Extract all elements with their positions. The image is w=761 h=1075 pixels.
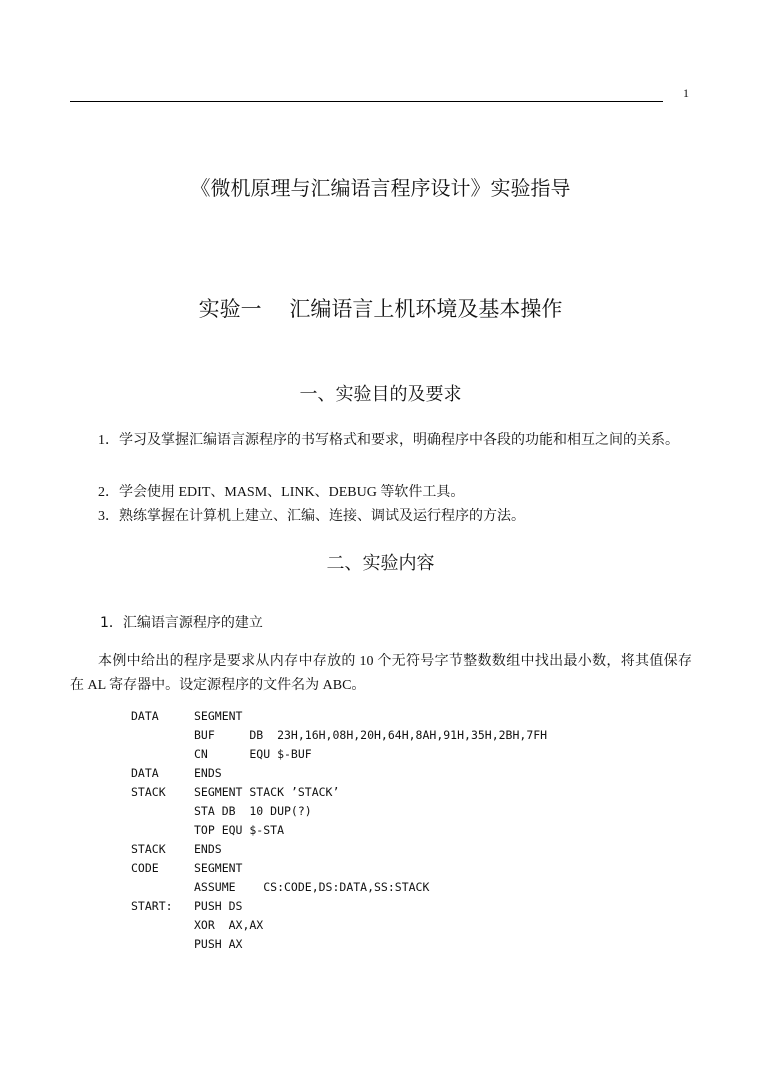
code-label: STACK (131, 842, 166, 856)
code-label: START: (131, 899, 173, 913)
code-label: DATA (131, 709, 159, 723)
section-heading-content: 二、实验内容 (326, 553, 435, 573)
code-instruction: ENDS (194, 766, 222, 780)
requirement-item: 2．学会使用 EDIT、MASM、LINK、DEBUG 等软件工具。 (98, 485, 465, 500)
code-instruction: SEGMENT (194, 709, 243, 723)
requirement-item: 1．学习及掌握汇编语言源程序的书写格式和要求，明确程序中各段的功能和相互之间的关系。 (98, 433, 679, 448)
document-title: 《微机原理与汇编语言程序设计》实验指导 (190, 176, 571, 200)
code-instruction: PUSH AX (194, 937, 243, 951)
intro-paragraph: 本例中给出的程序是要求从内存中存放的 10 个无符号字节整数数组中找出最小数，将其值保存在 AL 寄存器中。设定源程序的文件名为 ABC。 (70, 654, 692, 693)
code-label: DATA (131, 766, 159, 780)
code-label: STACK (131, 785, 166, 799)
section-heading-objectives: 一、实验目的及要求 (299, 384, 462, 404)
experiment-title: 实验一 汇编语言上机环境及基本操作 (198, 297, 563, 321)
code-instruction: ENDS (194, 842, 222, 856)
code-instruction: BUF DB 23H,16H,08H,20H,64H,8AH,91H,35H,2BH,7FH (194, 728, 548, 742)
requirement-item: 3．熟练掌握在计算机上建立、汇编、连接、调试及运行程序的方法。 (98, 509, 525, 524)
code-instruction: PUSH DS (194, 899, 243, 913)
code-instruction: XOR AX,AX (194, 918, 264, 932)
subsection-heading: 1．汇编语言源程序的建立 (100, 615, 263, 631)
code-instruction: STA DB 10 DUP(?) (194, 804, 312, 818)
code-instruction: CN EQU $-BUF (194, 747, 312, 761)
code-instruction: TOP EQU $-STA (194, 823, 285, 837)
code-instruction: ASSUME CS:CODE,DS:DATA,SS:STACK (194, 880, 430, 894)
code-instruction: SEGMENT (194, 861, 243, 875)
header-rule (70, 101, 663, 102)
page-number: 1 (683, 86, 689, 100)
code-label: CODE (131, 861, 159, 875)
code-instruction: SEGMENT STACK ’STACK’ (194, 785, 340, 799)
